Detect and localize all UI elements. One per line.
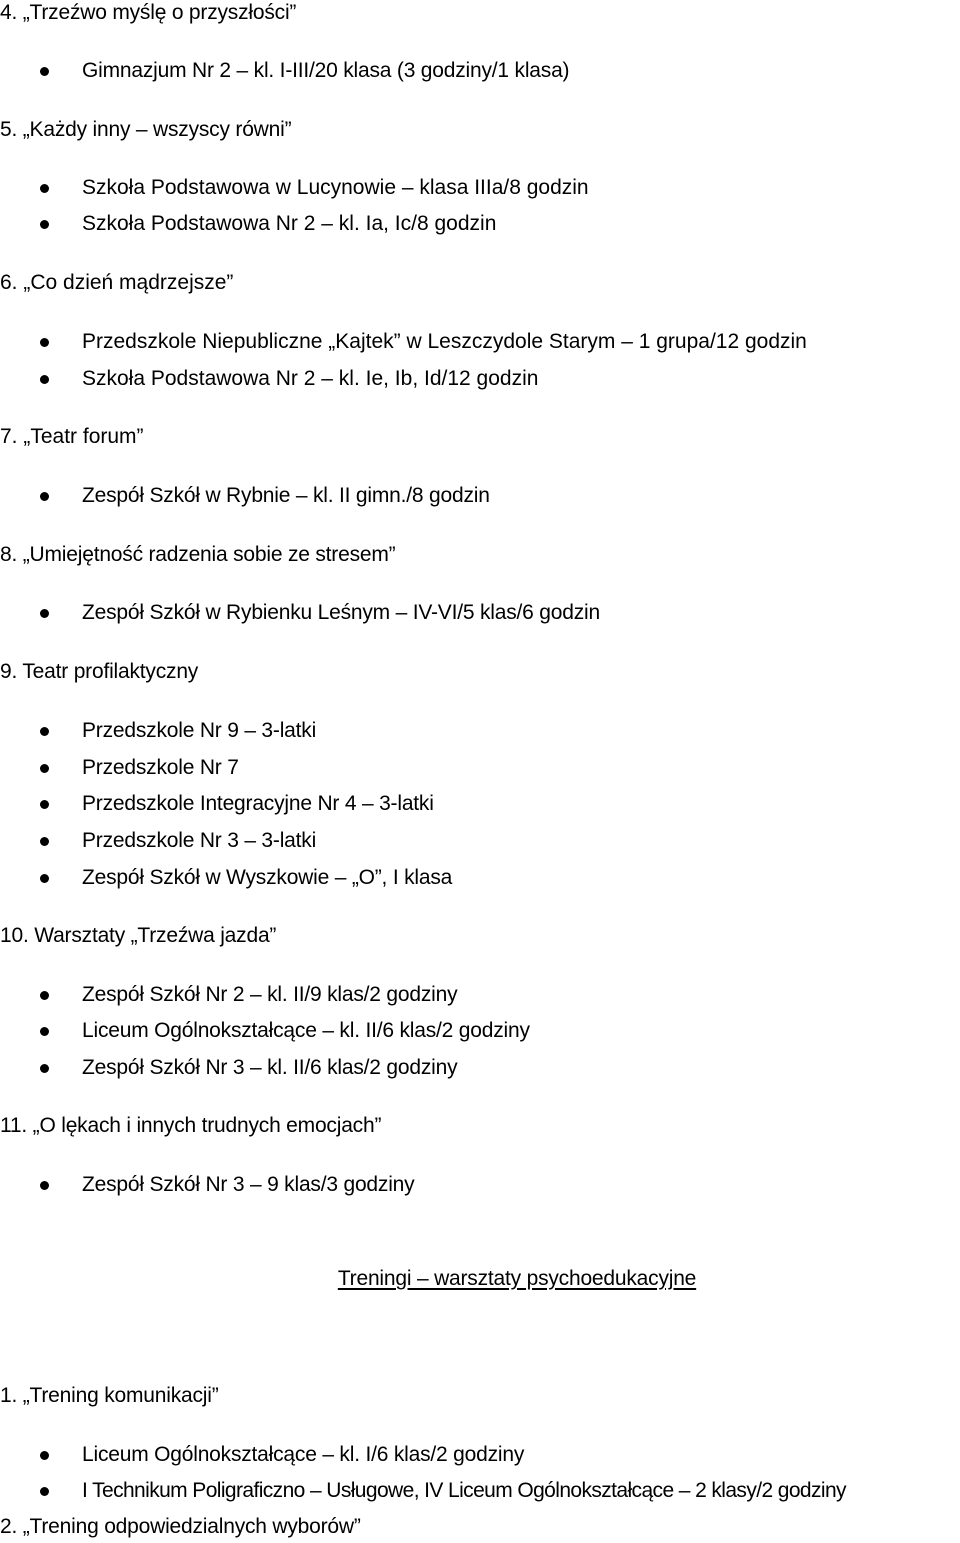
list-item: Przedszkole Nr 3 – 3-latki — [82, 827, 316, 855]
list-item: Przedszkole Niepubliczne „Kajtek” w Leszczydole Starym – 1 grupa/12 godzin — [82, 328, 807, 356]
list-item: Liceum Ogólnokształcące – kl. I/6 klas/2 godziny — [82, 1441, 524, 1469]
list-item: Zespół Szkół w Wyszkowie – „O”, I klasa — [82, 864, 452, 892]
program-heading-9: 9. Teatr profilaktyczny — [0, 660, 199, 683]
training-heading-1: 1. „Trening komunikacji” — [0, 1384, 219, 1407]
section-title — [0, 1265, 960, 1293]
list-item: Zespół Szkół Nr 3 – kl. II/6 klas/2 godziny — [82, 1054, 457, 1082]
section-title-text: Treningi – warsztaty psychoedukacyjne — [337, 1267, 697, 1290]
list-item: Liceum Ogólnokształcące – kl. II/6 klas/2 godziny — [82, 1017, 530, 1045]
list-item: Zespół Szkół Nr 2 – kl. II/9 klas/2 godziny — [82, 981, 457, 1009]
program-heading-8: 8. „Umiejętność radzenia sobie ze stresem” — [0, 543, 396, 566]
program-heading-10: 10. Warsztaty „Trzeźwa jazda” — [0, 924, 277, 947]
program-heading-4: 4. „Trzeźwo myślę o przyszłości” — [0, 1, 297, 24]
program-heading-6: 6. „Co dzień mądrzejsze” — [0, 271, 234, 294]
list-item: Zespół Szkół Nr 3 – 9 klas/3 godziny — [82, 1171, 414, 1199]
list-item: Szkoła Podstawowa Nr 2 – kl. Ia, Ic/8 godzin — [82, 210, 496, 238]
list-item: I Technikum Poligraficzno – Usługowe, IV Liceum Ogólnokształcące – 2 klasy/2 godziny — [82, 1477, 846, 1505]
list-item: Zespół Szkół w Rybienku Leśnym – IV-VI/5 klas/6 godzin — [82, 599, 600, 627]
program-heading-11: 11. „O lękach i innych trudnych emocjach” — [0, 1114, 382, 1137]
list-item: Szkoła Podstawowa Nr 2 – kl. Ie, Ib, Id/12 godzin — [82, 365, 538, 393]
list-item: Zespół Szkół w Rybnie – kl. II gimn./8 godzin — [82, 482, 490, 510]
program-heading-5: 5. „Każdy inny – wszyscy równi” — [0, 118, 292, 141]
list-item: Szkoła Podstawowa w Lucynowie – klasa IIIa/8 godzin — [82, 174, 589, 202]
list-item: Gimnazjum Nr 2 – kl. I-III/20 klasa (3 godziny/1 klasa) — [82, 57, 569, 85]
list-item: Przedszkole Nr 9 – 3-latki — [82, 717, 316, 745]
program-heading-7: 7. „Teatr forum” — [0, 425, 144, 448]
list-item: Przedszkole Nr 7 — [82, 754, 239, 782]
training-heading-2: 2. „Trening odpowiedzialnych wyborów” — [0, 1515, 361, 1538]
list-item: Przedszkole Integracyjne Nr 4 – 3-latki — [82, 790, 434, 818]
